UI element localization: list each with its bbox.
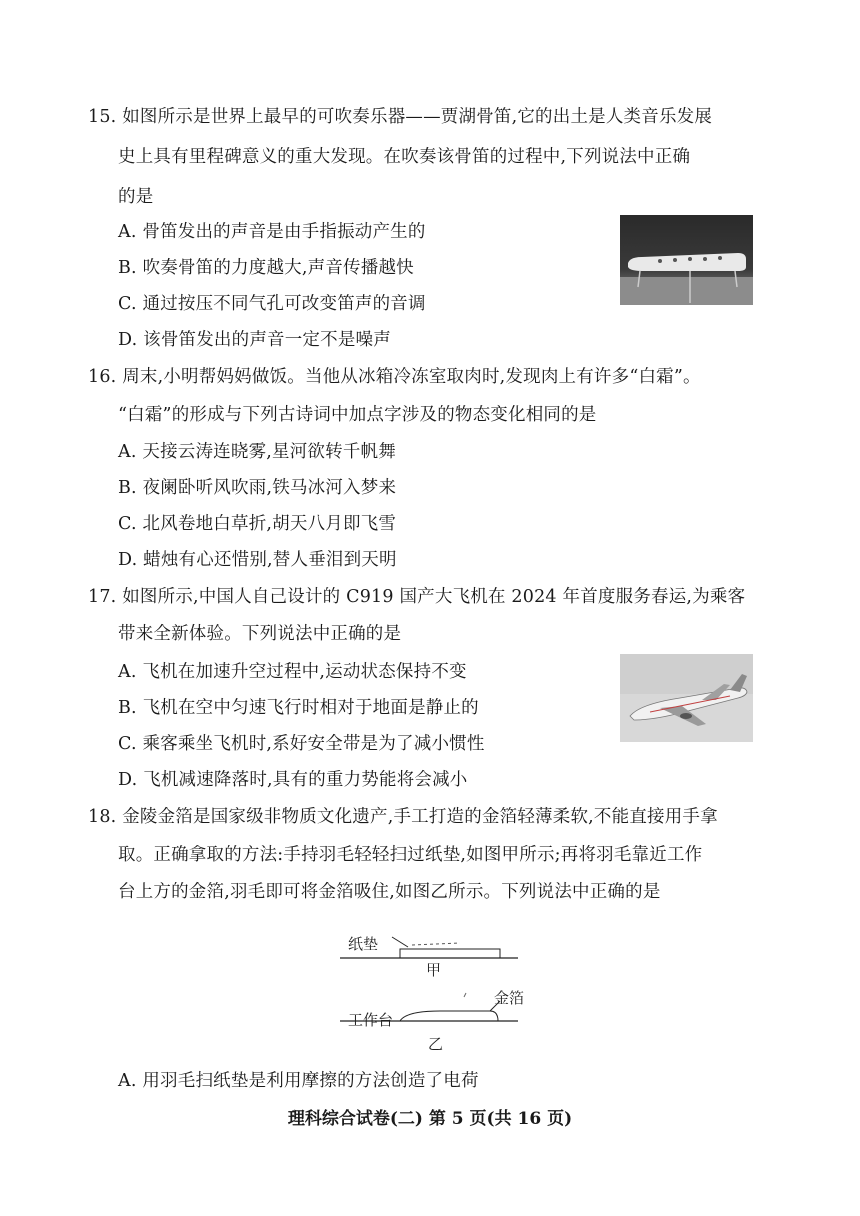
label-gold-leaf: 金箔 <box>494 989 525 1007</box>
c919-airplane-photo <box>620 654 753 742</box>
q15-stem-line-2: 史上具有里程碑意义的重大发现。在吹奏该骨笛的过程中,下列说法中正确 <box>118 147 691 167</box>
q18-stem-line-1: 18. 金陵金箔是国家级非物质文化遗产,手工打造的金箔轻薄柔软,不能直接用手拿 <box>88 807 718 827</box>
q16-option-c: C. 北风卷地白草折,胡天八月即飞雪 <box>118 514 397 534</box>
q16-stem-line-1: 16. 周末,小明帮妈妈做饭。当他从冰箱冷冻室取肉时,发现肉上有许多“白霜”。 <box>88 367 701 387</box>
bone-flute-photo <box>620 215 753 305</box>
label-worktable: 工作台 <box>348 1011 394 1029</box>
q17-stem-line-1: 17. 如图所示,中国人自己设计的 C919 国产大飞机在 2024 年首度服务春运,为乘客 <box>88 587 746 607</box>
label-paper-pad: 纸垫 <box>348 935 379 953</box>
gold-leaf-figure <box>340 925 540 1055</box>
q17-stem-line-2: 带来全新体验。下列说法中正确的是 <box>118 624 402 644</box>
q17-option-c: C. 乘客乘坐飞机时,系好安全带是为了减小惯性 <box>118 734 485 754</box>
q18-option-a: A. 用羽毛扫纸垫是利用摩擦的方法创造了电荷 <box>118 1071 479 1091</box>
q15-option-a: A. 骨笛发出的声音是由手指振动产生的 <box>118 222 426 242</box>
feather-mark <box>464 993 466 997</box>
q16-option-d: D. 蜡烛有心还惜别,替人垂泪到天明 <box>118 550 397 570</box>
page-footer: 理科综合试卷(二) 第 5 页(共 16 页) <box>287 1109 573 1129</box>
q16-option-a: A. 天接云涛连晓雾,星河欲转千帆舞 <box>118 442 396 462</box>
label-jia: 甲 <box>426 961 442 979</box>
q15-option-d: D. 该骨笛发出的声音一定不是噪声 <box>118 330 391 350</box>
feather-line <box>412 943 460 945</box>
q15-option-b: B. 吹奏骨笛的力度越大,声音传播越快 <box>118 258 414 278</box>
paper-pad-rect <box>400 949 500 958</box>
label-yi: 乙 <box>428 1035 444 1053</box>
gold-leaf-shape <box>400 1011 498 1021</box>
feather-arrow <box>392 937 408 947</box>
q17-option-a: A. 飞机在加速升空过程中,运动状态保持不变 <box>118 662 467 682</box>
q15-stem-line-3: 的是 <box>118 187 154 207</box>
q18-stem-line-2: 取。正确拿取的方法:手持羽毛轻轻扫过纸垫,如图甲所示;再将羽毛靠近工作 <box>118 845 703 865</box>
q17-option-b: B. 飞机在空中匀速飞行时相对于地面是静止的 <box>118 698 479 718</box>
q18-stem-line-3: 台上方的金箔,羽毛即可将金箔吸住,如图乙所示。下列说法中正确的是 <box>118 882 661 902</box>
q16-stem-line-2: “白霜”的形成与下列古诗词中加点字涉及的物态变化相同的是 <box>118 405 597 425</box>
q15-option-c: C. 通过按压不同气孔可改变笛声的音调 <box>118 294 426 314</box>
q15-stem-line-1: 15. 如图所示是世界上最早的可吹奏乐器——贾湖骨笛,它的出土是人类音乐发展 <box>88 107 713 127</box>
q16-option-b: B. 夜阑卧听风吹雨,铁马冰河入梦来 <box>118 478 397 498</box>
q17-option-d: D. 飞机减速降落时,具有的重力势能将会减小 <box>118 770 468 790</box>
